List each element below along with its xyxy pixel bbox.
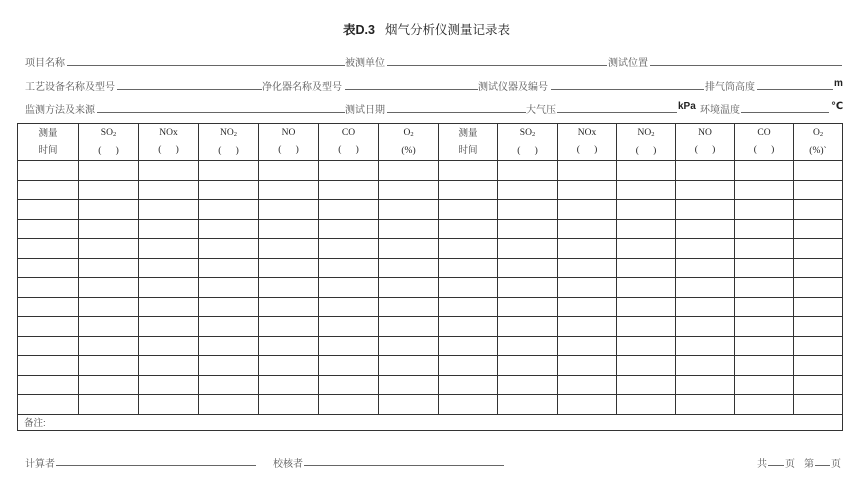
table-cell[interactable] (439, 278, 498, 298)
table-cell[interactable] (439, 395, 498, 415)
table-header-row (18, 124, 843, 161)
label-unit-tested: 被测单位 (345, 58, 385, 69)
table-row (18, 356, 843, 376)
header-cell-top: NOx (159, 128, 178, 138)
header-cell-top: NOx (577, 128, 597, 138)
table-cell[interactable] (735, 219, 794, 239)
footer-total-pages (757, 455, 767, 470)
header-cell-bottom: ( ) (517, 145, 538, 156)
label-purifier: 净化器名称及型号 (262, 82, 342, 93)
table-cell[interactable] (79, 395, 139, 415)
label-page-word: 页 (785, 459, 795, 470)
table-cell[interactable] (379, 180, 439, 200)
table-cell[interactable] (139, 297, 199, 317)
table-cell[interactable] (199, 258, 259, 278)
table-cell[interactable] (259, 258, 319, 278)
table-cell[interactable] (199, 356, 259, 376)
header-cell-bottom: ( ) (576, 145, 598, 155)
table-cell[interactable] (379, 200, 439, 220)
header-cell-bottom: 时间 (458, 145, 478, 156)
table-cell[interactable] (617, 161, 676, 181)
table-cell[interactable] (139, 219, 199, 239)
table-cell[interactable] (319, 297, 379, 317)
table-cell[interactable] (558, 356, 617, 376)
table-cell[interactable] (79, 317, 139, 337)
header-cell-bottom: 时间 (38, 145, 58, 156)
table-cell[interactable] (558, 278, 617, 298)
table-row (18, 239, 843, 259)
table-cell[interactable] (794, 375, 843, 395)
table-cell[interactable] (439, 317, 498, 337)
header-cell-bottom: ( ) (218, 145, 239, 156)
table-cell[interactable] (199, 239, 259, 259)
footer-calculator (25, 455, 55, 470)
table-cell[interactable] (794, 200, 843, 220)
table-cell[interactable] (199, 278, 259, 298)
table-cell[interactable] (498, 395, 558, 415)
header-cell (794, 124, 843, 161)
header-cell (259, 124, 319, 161)
table-cell[interactable] (735, 180, 794, 200)
header-cell-bottom: ( ) (694, 145, 716, 155)
table-number: 表D.3 (343, 23, 375, 37)
table-cell[interactable] (199, 317, 259, 337)
label-instrument: 测试仪器及编号 (478, 82, 548, 93)
table-cell[interactable] (676, 239, 735, 259)
table-cell[interactable] (498, 278, 558, 298)
table-cell[interactable] (139, 200, 199, 220)
table-cell[interactable] (79, 180, 139, 200)
header-cell-bottom: ( ) (278, 145, 299, 155)
label-env-temp: 环境温度 (700, 105, 740, 116)
header-cell-bottom: ( ) (158, 145, 179, 155)
table-cell[interactable] (558, 297, 617, 317)
table-cell[interactable] (79, 239, 139, 259)
table-cell[interactable] (18, 336, 79, 356)
table-cell[interactable] (794, 297, 843, 317)
table-cell[interactable] (558, 258, 617, 278)
table-cell[interactable] (735, 297, 794, 317)
table-cell[interactable] (558, 239, 617, 259)
table-cell[interactable] (259, 239, 319, 259)
label-method: 监测方法及来源 (25, 105, 95, 116)
header-cell (439, 124, 498, 161)
table-cell[interactable] (558, 180, 617, 200)
table-cell[interactable] (617, 258, 676, 278)
table-cell[interactable] (379, 356, 439, 376)
table-cell[interactable] (498, 297, 558, 317)
table-cell[interactable] (794, 395, 843, 415)
table-cell[interactable] (319, 336, 379, 356)
table-cell[interactable] (259, 278, 319, 298)
table-cell[interactable] (18, 219, 79, 239)
table-cell[interactable] (617, 317, 676, 337)
header-cell (139, 124, 199, 161)
table-cell[interactable] (439, 356, 498, 376)
header-cell-top: $O_2$ (403, 127, 414, 138)
table-cell[interactable] (139, 239, 199, 259)
note-cell[interactable]: 备注: (18, 414, 843, 430)
note-row (18, 414, 843, 430)
field-chimney-height[interactable] (757, 89, 833, 90)
table-row (18, 278, 843, 298)
table-cell[interactable] (259, 375, 319, 395)
header-cell-top: NO (698, 128, 712, 138)
table-cell[interactable] (379, 258, 439, 278)
header-cell-top: $O_2$ (812, 127, 824, 138)
table-cell[interactable] (676, 395, 735, 415)
unit-kpa: kPa (678, 101, 696, 112)
table-cell[interactable] (379, 161, 439, 181)
table-cell[interactable] (439, 180, 498, 200)
info-row-1 (25, 54, 845, 68)
table-cell[interactable] (617, 336, 676, 356)
table-cell[interactable] (139, 356, 199, 376)
field-instrument[interactable] (551, 89, 704, 90)
table-cell[interactable] (139, 375, 199, 395)
table-cell[interactable] (199, 395, 259, 415)
table-cell[interactable] (735, 317, 794, 337)
table-cell[interactable] (139, 278, 199, 298)
table-cell[interactable] (498, 180, 558, 200)
header-cell-bottom: (%)` (809, 145, 827, 156)
table-cell[interactable] (794, 336, 843, 356)
table-cell[interactable] (439, 239, 498, 259)
table-cell[interactable] (735, 239, 794, 259)
table-cell[interactable] (676, 356, 735, 376)
table-cell[interactable] (18, 356, 79, 376)
table-cell[interactable] (617, 395, 676, 415)
table-cell[interactable] (794, 356, 843, 376)
table-cell[interactable] (498, 200, 558, 220)
header-cell (79, 124, 139, 161)
table-cell[interactable] (379, 297, 439, 317)
label-nth: 第 (804, 459, 814, 470)
header-cell (319, 124, 379, 161)
table-cell[interactable] (79, 297, 139, 317)
footer-checker (273, 455, 303, 470)
label-test-date: 测试日期 (345, 105, 385, 116)
table-cell[interactable] (617, 356, 676, 376)
table-row (18, 375, 843, 395)
table-cell[interactable] (259, 356, 319, 376)
table-cell[interactable] (79, 200, 139, 220)
table-row (18, 395, 843, 415)
label-equipment: 工艺设备名称及型号 (25, 82, 115, 93)
field-equipment[interactable] (117, 89, 262, 90)
table-cell[interactable] (558, 200, 617, 220)
table-cell[interactable] (617, 219, 676, 239)
table-cell[interactable] (439, 219, 498, 239)
table-cell[interactable] (79, 375, 139, 395)
table-cell[interactable] (199, 375, 259, 395)
table-cell[interactable] (259, 395, 319, 415)
table-cell[interactable] (79, 258, 139, 278)
table-cell[interactable] (18, 395, 79, 415)
table-cell[interactable] (676, 200, 735, 220)
unit-celsius: ℃ (831, 101, 844, 112)
table-cell[interactable] (18, 180, 79, 200)
table-cell[interactable] (18, 278, 79, 298)
table-row (18, 317, 843, 337)
table-cell[interactable] (617, 278, 676, 298)
field-unit-tested[interactable] (387, 65, 607, 66)
table-cell[interactable] (139, 317, 199, 337)
field-project-name[interactable] (67, 65, 345, 66)
table-cell[interactable] (676, 258, 735, 278)
table-cell[interactable] (379, 317, 439, 337)
table-cell[interactable] (558, 395, 617, 415)
table-cell[interactable] (259, 180, 319, 200)
header-cell-top: 测量 (458, 128, 478, 139)
table-cell[interactable] (617, 239, 676, 259)
table-cell[interactable] (558, 336, 617, 356)
table-cell[interactable] (319, 317, 379, 337)
table-row (18, 336, 843, 356)
table-cell[interactable] (794, 239, 843, 259)
field-checker[interactable] (304, 465, 504, 466)
field-env-temp[interactable] (741, 112, 829, 113)
table-cell[interactable] (617, 297, 676, 317)
header-cell-top: CO (341, 128, 356, 138)
table-cell[interactable] (18, 258, 79, 278)
table-cell[interactable] (79, 336, 139, 356)
field-method[interactable] (97, 112, 345, 113)
info-row-2 (25, 78, 845, 92)
header-cell (676, 124, 735, 161)
table-cell[interactable] (18, 297, 79, 317)
table-cell[interactable] (319, 239, 379, 259)
table-cell[interactable] (735, 258, 794, 278)
table-cell[interactable] (617, 375, 676, 395)
table-title: 烟气分析仪测量记录表 (384, 23, 510, 37)
label-checker: 校核者 (273, 459, 303, 470)
table-cell[interactable] (18, 375, 79, 395)
table-cell[interactable] (79, 278, 139, 298)
header-cell-bottom: ( ) (635, 145, 657, 156)
table-cell[interactable] (259, 200, 319, 220)
table-cell[interactable] (676, 219, 735, 239)
field-total-pages[interactable] (768, 465, 784, 466)
label-project-name: 项目名称 (25, 58, 65, 69)
field-pressure[interactable] (557, 112, 677, 113)
header-cell-bottom: (%) (401, 145, 416, 156)
table-cell[interactable] (676, 180, 735, 200)
table-cell[interactable] (794, 317, 843, 337)
label-total: 共 (757, 459, 767, 470)
header-cell-top: $SO_2$ (100, 127, 117, 138)
table-cell[interactable] (259, 219, 319, 239)
record-table (17, 123, 843, 431)
table-cell[interactable] (319, 278, 379, 298)
table-cell[interactable] (199, 180, 259, 200)
table-cell[interactable] (439, 200, 498, 220)
table-cell[interactable] (676, 336, 735, 356)
table-cell[interactable] (139, 180, 199, 200)
header-cell (199, 124, 259, 161)
header-cell-top: CO (757, 128, 771, 138)
table-cell[interactable] (735, 336, 794, 356)
table-cell[interactable] (794, 219, 843, 239)
table-cell[interactable] (79, 161, 139, 181)
table-cell[interactable] (498, 239, 558, 259)
header-cell-top: $NO_2$ (220, 127, 237, 138)
table-cell[interactable] (617, 200, 676, 220)
header-cell (18, 124, 79, 161)
table-cell[interactable] (18, 200, 79, 220)
table-cell[interactable] (199, 200, 259, 220)
table-cell[interactable] (259, 297, 319, 317)
table-row (18, 258, 843, 278)
field-page-number[interactable] (815, 465, 830, 466)
table-cell[interactable] (139, 258, 199, 278)
table-cell[interactable] (735, 200, 794, 220)
table-cell[interactable] (498, 258, 558, 278)
table-row (18, 161, 843, 181)
table-cell[interactable] (139, 395, 199, 415)
header-cell (379, 124, 439, 161)
header-cell-top: NO (281, 128, 296, 138)
table-cell[interactable] (379, 375, 439, 395)
table-cell[interactable] (794, 278, 843, 298)
header-cell (735, 124, 794, 161)
label-test-position: 测试位置 (608, 58, 648, 69)
header-cell (558, 124, 617, 161)
table-cell[interactable] (498, 219, 558, 239)
table-cell[interactable] (319, 395, 379, 415)
table-cell[interactable] (259, 336, 319, 356)
table-cell[interactable] (558, 317, 617, 337)
table-cell[interactable] (79, 356, 139, 376)
unit-m: m (834, 78, 843, 89)
table-row (18, 219, 843, 239)
field-calculator[interactable] (56, 465, 256, 466)
table-cell[interactable] (498, 317, 558, 337)
header-cell (617, 124, 676, 161)
table-cell[interactable] (558, 219, 617, 239)
header-cell-bottom: ( ) (338, 145, 359, 155)
table-cell[interactable] (259, 317, 319, 337)
table-cell[interactable] (794, 180, 843, 200)
header-cell-bottom: ( ) (753, 145, 775, 155)
table-cell[interactable] (498, 356, 558, 376)
table-cell[interactable] (319, 161, 379, 181)
table-cell[interactable] (439, 258, 498, 278)
field-purifier[interactable] (345, 89, 478, 90)
table-cell[interactable] (319, 219, 379, 239)
table-cell[interactable] (676, 375, 735, 395)
table-cell[interactable] (735, 395, 794, 415)
header-cell (498, 124, 558, 161)
header-cell-top: $NO_2$ (637, 127, 655, 138)
header-cell-top: $SO_2$ (519, 127, 536, 138)
table-cell[interactable] (319, 375, 379, 395)
table-cell[interactable] (439, 336, 498, 356)
table-cell[interactable] (319, 180, 379, 200)
field-test-date[interactable] (387, 112, 526, 113)
table-cell[interactable] (139, 336, 199, 356)
table-cell[interactable] (558, 161, 617, 181)
table-cell[interactable] (558, 375, 617, 395)
table-row (18, 200, 843, 220)
header-cell-bottom: ( ) (98, 145, 119, 156)
table-cell[interactable] (259, 161, 319, 181)
table-cell[interactable] (676, 297, 735, 317)
table-cell[interactable] (18, 239, 79, 259)
table-cell[interactable] (794, 161, 843, 181)
table-cell[interactable] (379, 395, 439, 415)
table-cell[interactable] (199, 297, 259, 317)
table-cell[interactable] (735, 161, 794, 181)
table-cell[interactable] (199, 336, 259, 356)
table-cell[interactable] (139, 161, 199, 181)
table-cell[interactable] (676, 161, 735, 181)
info-row-3 (25, 101, 845, 115)
table-cell[interactable] (439, 375, 498, 395)
table-cell[interactable] (79, 219, 139, 239)
table-cell[interactable] (18, 161, 79, 181)
table-cell[interactable] (319, 356, 379, 376)
label-pressure: 大气压 (526, 105, 556, 116)
table-cell[interactable] (735, 375, 794, 395)
table-cell[interactable] (18, 317, 79, 337)
table-cell[interactable] (498, 375, 558, 395)
label-page-word-2: 页 (831, 459, 841, 470)
document-title (0, 20, 853, 38)
table-cell[interactable] (379, 219, 439, 239)
table-cell[interactable] (439, 297, 498, 317)
table-cell[interactable] (319, 258, 379, 278)
table-cell[interactable] (676, 278, 735, 298)
table-cell[interactable] (379, 278, 439, 298)
header-cell-top: 测量 (38, 128, 58, 139)
table-cell[interactable] (498, 161, 558, 181)
table-cell[interactable] (379, 239, 439, 259)
table-cell[interactable] (794, 258, 843, 278)
table-cell[interactable] (735, 278, 794, 298)
table-row (18, 180, 843, 200)
label-chimney-height: 排气筒高度 (705, 82, 755, 93)
table-row (18, 297, 843, 317)
table-cell[interactable] (319, 200, 379, 220)
table-cell[interactable] (498, 336, 558, 356)
label-calculator: 计算者 (25, 459, 55, 470)
field-test-position[interactable] (650, 65, 842, 66)
table-cell[interactable] (617, 180, 676, 200)
table-cell[interactable] (439, 161, 498, 181)
table-cell[interactable] (735, 356, 794, 376)
table-cell[interactable] (199, 161, 259, 181)
table-cell[interactable] (199, 219, 259, 239)
table-cell[interactable] (676, 317, 735, 337)
table-cell[interactable] (379, 336, 439, 356)
